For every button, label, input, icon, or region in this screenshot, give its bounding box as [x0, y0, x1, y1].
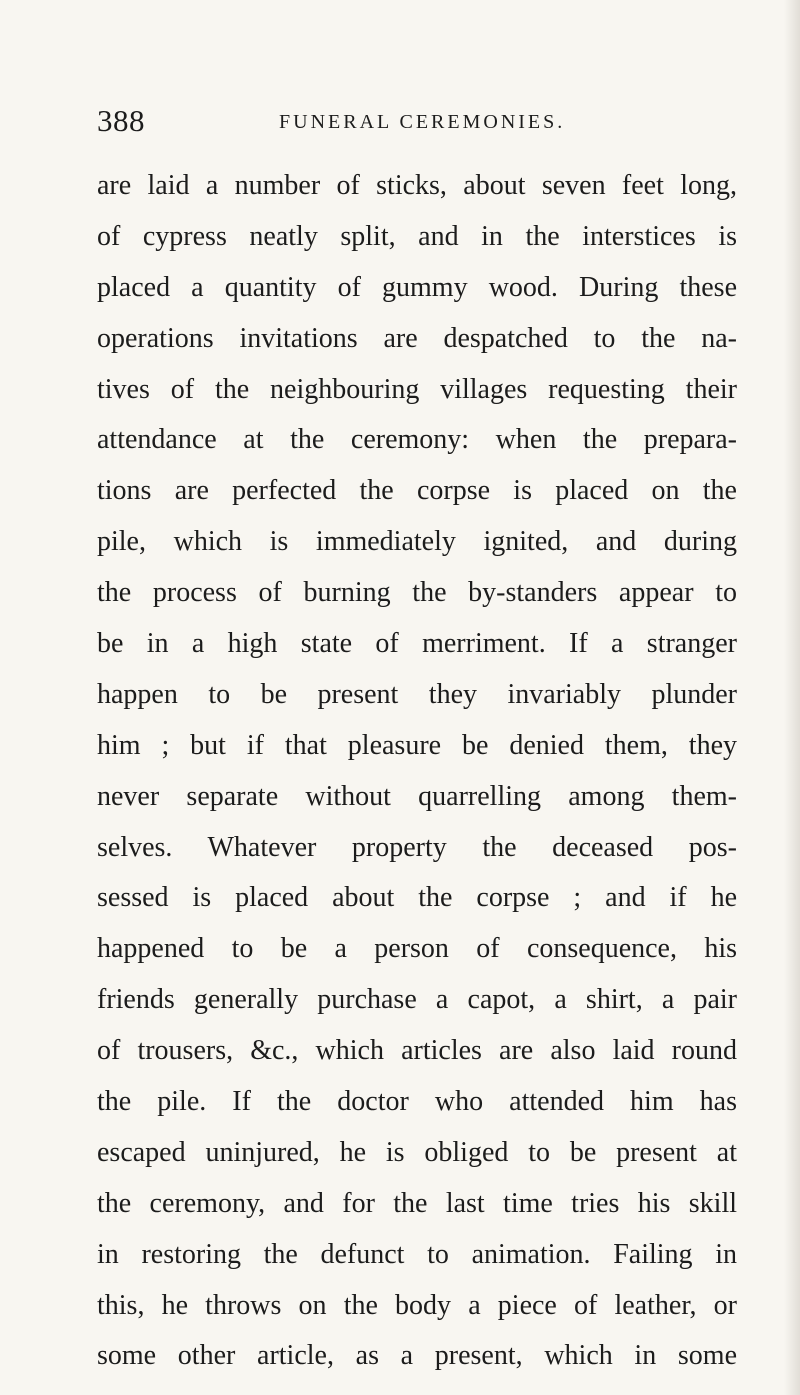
page-edge-shadow [784, 0, 800, 1395]
text-line: selves. Whatever property the deceased pos- [97, 831, 737, 863]
text-line: are laid a number of sticks, about seven feet long, [97, 170, 737, 201]
running-header [97, 100, 737, 142]
text-line: in restoring the defunct to animation. Failing in [97, 1238, 737, 1270]
text-line: happened to be a person of consequence, his [97, 933, 737, 965]
text-line: placed a quantity of gummy wood. During these [97, 271, 737, 303]
text-line: the pile. If the doctor who attended him has [97, 1086, 737, 1118]
text-line: the process of burning the by-standers appear to [97, 577, 737, 609]
text-line: him ; but if that pleasure be denied them, they [97, 729, 737, 761]
text-line: happen to be present they invariably plunder [97, 678, 737, 710]
text-line: this, he throws on the body a piece of leather, or [97, 1289, 737, 1321]
text-line: of trousers, &c., which articles are also laid round [97, 1035, 737, 1067]
body-text [97, 161, 737, 1382]
text-line: the ceremony, and for the last time tries his skill [97, 1187, 737, 1219]
text-line: tions are perfected the corpse is placed on the [97, 475, 737, 507]
text-line: never separate without quarrelling among them- [97, 780, 737, 812]
chapter-title: FUNERAL CEREMONIES. [279, 111, 566, 133]
text-line: pile, which is immediately ignited, and during [97, 526, 737, 558]
text-line: sessed is placed about the corpse ; and if he [97, 882, 737, 914]
text-line: escaped uninjured, he is obliged to be present at [97, 1136, 737, 1168]
text-line: attendance at the ceremony: when the prepara- [97, 424, 737, 456]
page-number: 388 [97, 103, 145, 138]
text-line: operations invitations are despatched to the na- [97, 322, 737, 354]
text-line: some other article, as a present, which in some [97, 1340, 737, 1372]
text-line: be in a high state of merriment. If a stranger [97, 628, 737, 660]
text-line: tives of the neighbouring villages requesting their [97, 373, 737, 405]
text-line: friends generally purchase a capot, a shirt, a pair [97, 984, 737, 1016]
text-line: of cypress neatly split, and in the interstices is [97, 220, 737, 252]
